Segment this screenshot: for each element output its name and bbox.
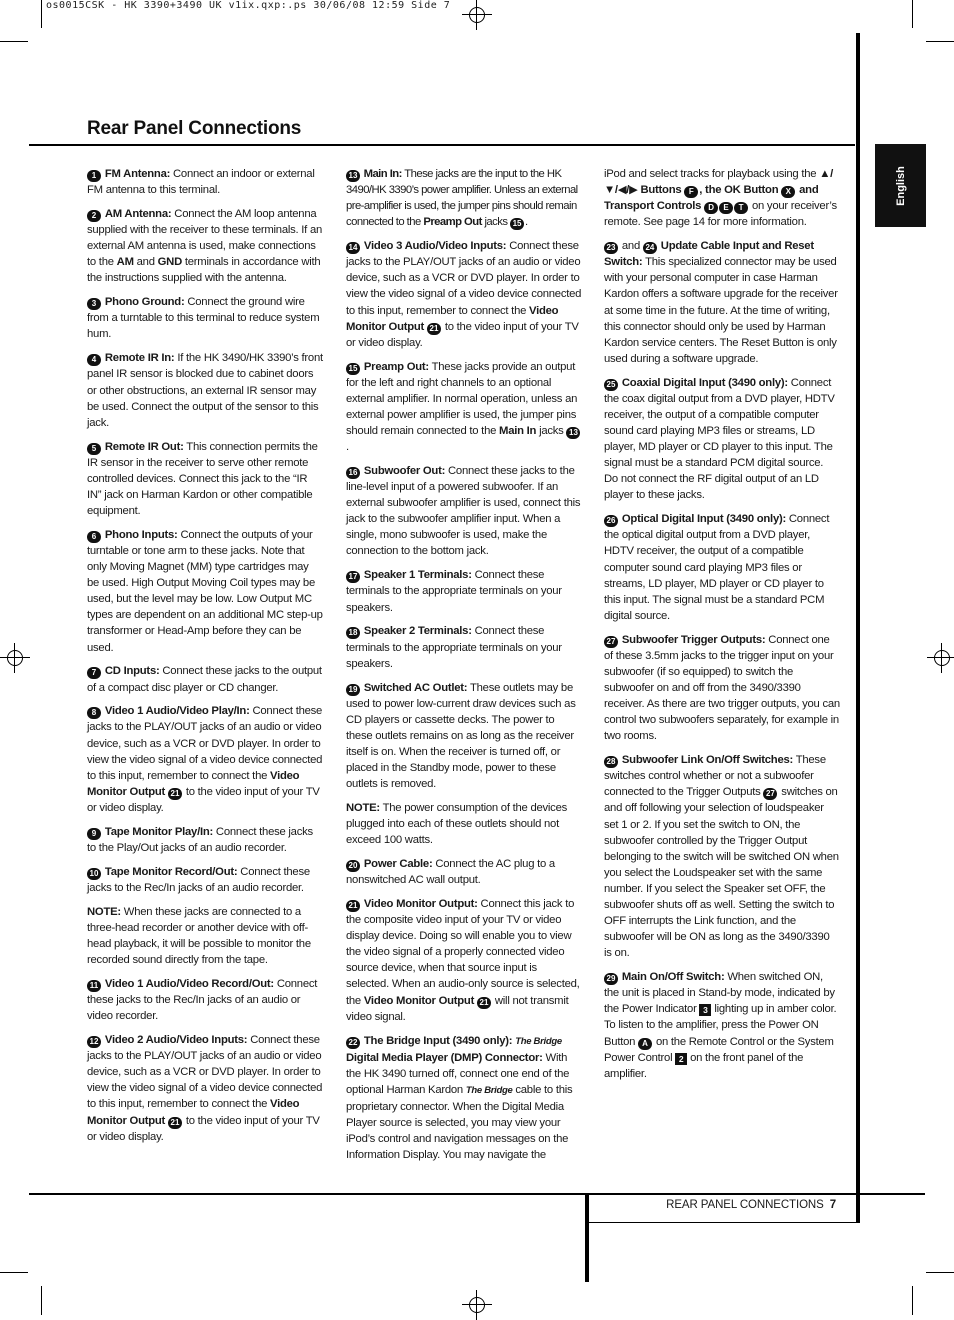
item-video1-record-out: 11 Video 1 Audio/Video Record/Out: Connect these jacks to the Rec/In jacks of an audio or video recorder.: [87, 977, 318, 1023]
header-rule: [29, 144, 855, 146]
crop-mark: [912, 1286, 913, 1315]
item-main-in: 13 Main In: These jacks are the input to the HK 3490/HK 3390’s power amplifier. Unless an external pre-amplifier is used, the jumper pins should remain connected to the Preamp Out jacks 15 .: [346, 168, 578, 229]
footer-section: REAR PANEL CONNECTIONS: [666, 1199, 824, 1211]
item-subwoofer-trigger-outputs: 27 Subwoofer Trigger Outputs: Connect one of these 3.5mm jacks to the trigger input on your subwoofer (if so equipped) to switch the subwoofer on and off from the 3490/3390 receiver. As there are two trigger outputs, you can control two subwoofers separately, for example in two rooms.: [604, 633, 840, 743]
item-cd-inputs: 7 CD Inputs: Connect these jacks to the output of a compact disc player or CD changer.: [87, 665, 322, 694]
item-preamp-out: 15 Preamp Out: These jacks provide an output for the left and right channels to an optional external amplifier. In normal operation, unless an external power amplifier is used, the jumper pins should remain connected to the Main In jacks 13.: [346, 359, 582, 456]
item-speaker2-terminals: 18 Speaker 2 Terminals: Connect these terminals to the appropriate terminals on your speakers.: [346, 625, 562, 670]
footer-rule: [29, 1193, 925, 1195]
item-coaxial-digital-input: 25 Coaxial Digital Input (3490 only): Connect the coax digital output from a DVD player, HDTV receiver, the output of a compatible computer sound card playing MP3 files or streams, LD player, MD player or CD player to this input. The signal must be a standard PCM digital source. Do not connect the RF digital output of an LD player to these jacks.: [604, 376, 835, 502]
footer-margin-bar: [585, 1194, 589, 1282]
item-phono-ground: 3 Phono Ground: Connect the ground wire from a turntable to this terminal to reduce system hum.: [87, 296, 320, 341]
crop-mark: [0, 1272, 28, 1273]
item-fm-antenna: 1 FM Antenna: Connect an indoor or external FM antenna to this terminal.: [87, 168, 315, 197]
crop-mark: [912, 0, 913, 28]
language-label: English: [894, 165, 907, 206]
registration-mark: [462, 1290, 492, 1320]
crop-mark: [41, 1286, 42, 1315]
item-tape-monitor-record: 10 Tape Monitor Record/Out: Connect these jacks to the Rec/In jacks of an audio recorder.: [87, 865, 310, 894]
crop-mark: [926, 1272, 954, 1273]
page-number: 7: [829, 1199, 836, 1211]
column-1: [87, 166, 323, 1153]
page-title: Rear Panel Connections: [87, 118, 302, 139]
note-power-consumption: NOTE: The power consumption of the devices plugged into each of these outlets should not exceed 100 watts.: [346, 801, 568, 847]
item-phono-inputs: 6 Phono Inputs: Connect the outputs of your turntable or tone arm to these jacks. Note that only Moving Magnet (MM) type cartridges may be used. High Output Moving Coil types may be used, but the level may be low. Low Output MC types are dependent on an additional MC step-up transformer or Head-Amp before they can be used.: [87, 528, 323, 654]
item-tape-monitor-play: 9 Tape Monitor Play/In: Connect these jacks to the Play/Out jacks of an audio recorder.: [87, 825, 313, 854]
page-footer: [604, 1199, 836, 1211]
item-subwoofer-link-switches: 28 Subwoofer Link On/Off Switches: These switches control whether or not a subwoofer connected to the Trigger Outputs 27 switches on and off following your selection of loudspeaker set 1 or 2. If you set the switch to ON, the subwoofer controlled by the Trigger Output belonging to the switch will be switched ON when you select the Loudspeaker set with the same number. If you select the Speaker set OFF, the subwoofer shuts off as well. Setting the switch to OFF interrupts the Link function, and the subwoofer will be ON as long as the 3490/3390 is on.: [604, 754, 839, 960]
item-video2-inputs: 12 Video 2 Audio/Video Inputs: Connect these jacks to the PLAY/OUT jacks of an audio or video device, such as a VCR or DVD player. In order to view the video signal of a video device connected to this input, remember to connect the Video Monitor Output 21 to the video input of your TV or video display.: [87, 1034, 323, 1143]
item-update-cable-reset: 23 and 24 Update Cable Input and Reset Switch: This specialized connector may be used with your personal computer in case Harman Kardon offers a software upgrade for the receiver at some time in the future. At the time of writing, this connector should only be used by Harman Kardon service centers. The Reset Button is only used during a software upgrade.: [604, 240, 838, 365]
column-2: [346, 166, 582, 1171]
registration-mark: [927, 643, 954, 673]
margin-bar: [856, 33, 860, 1223]
bridge-logo: The Bridge: [515, 1035, 562, 1047]
item-subwoofer-out: 16 Subwoofer Out: Connect these jacks to the line-level input of a powered subwoofer. If an external subwoofer amplifier is used, connect this jack to the subwoofer amplifier input. When a single, mono subwoofer is used, make the connection to the bottom jack.: [346, 464, 581, 558]
item-switched-ac-outlet: 19 Switched AC Outlet: These outlets may be used to power low-current draw devices such as CD players or cassette decks. The power to these outlets remains on as long as the receiver itself is on. When the receiver is turned off, or placed in the Standby mode, power to these outlets is removed.: [346, 681, 576, 791]
item-main-on-off-switch: 29 Main On/Off Switch: When switched ON, the unit is placed in Stand-by mode, indicated by the Power Indicator 3 lighting up in amber color. To listen to the amplifier, press the Power ON Button A on the Remote Control or the System Power Control 2 on the front panel of the amplifier.: [604, 971, 837, 1080]
item-video1-play-in: 8 Video 1 Audio/Video Play/In: Connect these jacks to the PLAY/OUT jacks of an audio or video device, such as a VCR or DVD player. In order to view the video signal of a video device connected to this input, remember to connect the Video Monitor Output 21 to the video input of your TV or video display.: [87, 705, 323, 814]
item-bridge-input-continued: iPod and select tracks for playback using the ▲/▼/◀/▶ Buttons F , the OK Button X and Transport Controls D E T on your receiver’s remote. See page 14 for more information.: [604, 168, 837, 229]
item-video-monitor-output: 21 Video Monitor Output: Connect this jack to the composite video input of your TV or video display device. Doing so will enable you to view the video signal of a properly connected video source device, when that source input is selected. When an audio-only source is selected, the Video Monitor Output 21 will not transmit video signal.: [346, 898, 580, 1023]
registration-mark: [462, 0, 492, 30]
item-speaker1-terminals: 17 Speaker 1 Terminals: Connect these terminals to the appropriate terminals on your speakers.: [346, 569, 562, 614]
column-3: [604, 166, 840, 1090]
item-video3-inputs: 14 Video 3 Audio/Video Inputs: Connect these jacks to the PLAY/OUT jacks of an audio or video device, such as a VCR or DVD player. In order to view the video signal of a video device connected to this input, remember to connect the Video Monitor Output 21 to the video input of your TV or video display.: [346, 240, 582, 349]
crop-mark: [41, 0, 42, 28]
item-bridge-input: 22 The Bridge Input (3490 only): The Bridge Digital Media Player (DMP) Connector: With the HK 3490 turned off, connect one end of the optional Harman Kardon The Bridge cable to this proprietary connector. When the Digital Media Player source is selected, you may view your iPod’s control and navigation messages on the Information Display. You may navigate the: [346, 1034, 573, 1162]
item-remote-ir-in: 4 Remote IR In: If the HK 3490/HK 3390’s front panel IR sensor is blocked due to cabinet doors or other obstructions, an external IR sensor may be used. Connect the output of the sensor to this jack.: [87, 352, 323, 429]
language-tab: [875, 144, 926, 227]
footer-inner-rule: [587, 1222, 857, 1223]
crop-mark: [0, 41, 28, 42]
item-am-antenna: 2 AM Antenna: Connect the AM loop antenna supplied with the receiver to these terminals. If an external AM antenna is used, make connections to the AM and GND terminals in accordance with the instructions supplied with the antenna.: [87, 207, 323, 285]
item-optical-digital-input: 26 Optical Digital Input (3490 only): Connect the optical digital output from a DVD player, HDTV receiver, the output of a compatible computer sound card playing MP3 files or streams, LD player, MD player or CD player to this input. The signal must be a standard PCM digital source.: [604, 513, 830, 622]
crop-mark: [926, 41, 954, 42]
item-remote-ir-out: 5 Remote IR Out: This connection permits the IR sensor in the receiver to serve other remote controlled devices. Connect this jack to the “IR IN” jack on Harman Kardon or other compatible equipment.: [87, 440, 318, 517]
print-slug: os0015CSK - HK 3390+3490 UK v1ix.qxp:.ps 30/06/08 12:59 Side 7: [46, 0, 451, 11]
item-power-cable: 20 Power Cable: Connect the AC plug to a nonswitched AC wall output.: [346, 858, 555, 887]
note-tape: NOTE: When these jacks are connected to a three-head recorder or another device with off-head playback, it will be possible to monitor the recorded sound directly from the tape.: [87, 905, 311, 967]
registration-mark: [0, 643, 30, 673]
bridge-logo: The Bridge: [465, 1084, 513, 1096]
